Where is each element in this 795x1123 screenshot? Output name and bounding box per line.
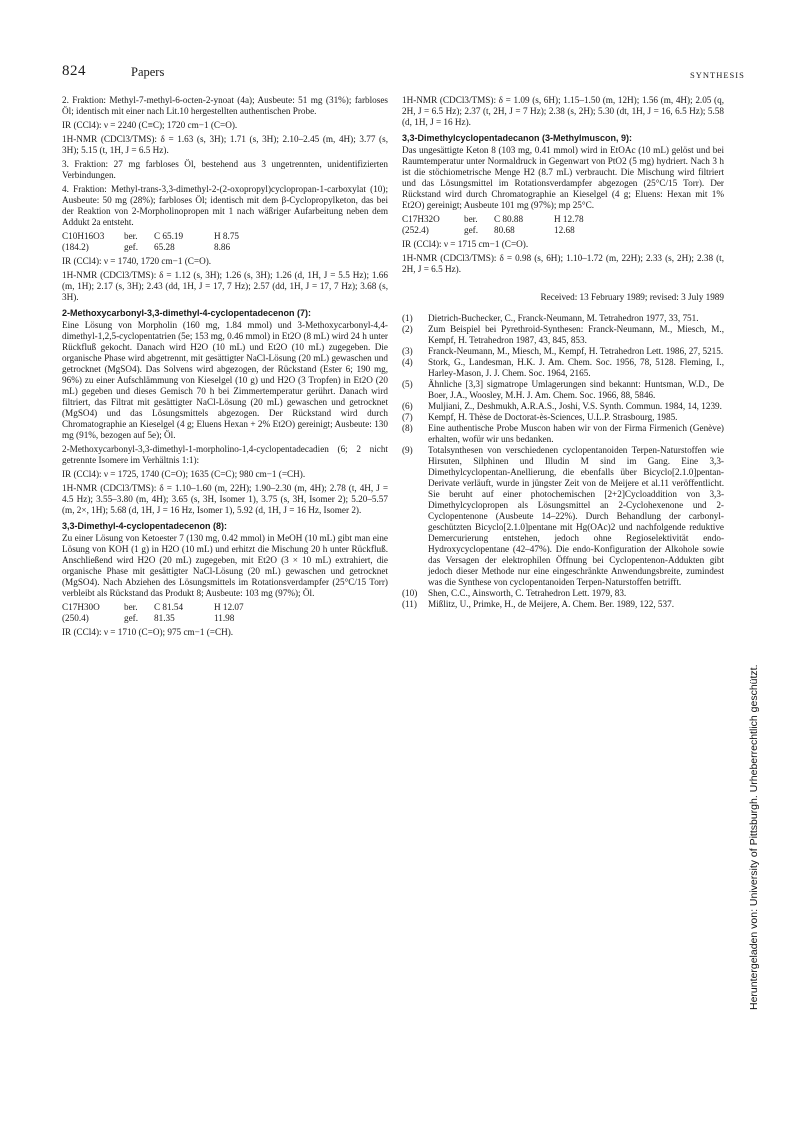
reference-number: (1) bbox=[402, 313, 413, 323]
reference-item bbox=[402, 423, 724, 445]
reference-text: Totalsynthesen von verschiedenen cyclopentanoiden Terpen-Naturstoffen wie Hirsuten, Silphinen und Illudin M sind im Gang. Eine 3,3-Dimethylcyclopentan-Anellierung, die ebenfalls über Bicyclo[2.1.0]pentan-Derivate verläuft, wurde in jüngster Zeit von de Meijere et al.11 veröffentlicht. Sie beruht auf einer photochemischen [2+2]Cycloaddition von 3,3-Dimethylcyclopropen als Lösungsmittel an 2-Cyclohexenone und 2-Cyclopentenone (Ausbeute 14–22%). Durch Behandlung der carbonyl-geschützten Bicyclo[2.1.0]pentane mit Hg(OAc)2 und nachfolgende reduktive Demercurierung entstehen, jedoch ohne Regioselektivität endo-Hydroxycyclopentane (42–47%). Die endo-Konfiguration der Alkohole sowie das Versagen der elektrophilen Öffnung bei Cyclopentenon-Addukten gibt jedoch dieser Methode nur eine eingeschränkte Anwendungsbreite, zumindest was die Synthese von cyclopentanoiden Terpen-Naturstoffen betrifft. bbox=[428, 445, 724, 587]
body-paragraph: 2-Methoxycarbonyl-3,3-dimethyl-1-morpholino-1,4-cyclopentadecadien (6; 2 nicht getrennte Isomere im Verhältnis 1:1): bbox=[62, 444, 388, 465]
body-paragraph: Eine Lösung von Morpholin (160 mg, 1.84 mmol) und 3-Methoxycarbonyl-4,4-dimethyl-1,2,5-cyclopentatrien (5e; 153 mg, 0.46 mmol) in Et2O (8 mL) wird 24 h unter Rückfluß gekocht. Danach wird H2O (10 mL) und Et2O (10 mL) zugegeben. Die organische Phase wird abgetrennt, mit gesättigter NaCl-Lösung (20 mL) gewaschen und getrocknet (MgSO4). Das Solvens wird abgezogen, der Rückstand (Ester 6; 190 mg, 96%) zu einer Aufschlämmung von Kieselgel (10 g) und H2O (3 Tropfen) in Et2O (20 mL) gegeben und dieses Gemisch 70 h bei Zimmertemperatur gerührt. Danach wird filtriert, das Filtrat mit gesättigter NaCl-Lösung (20 mL) gewaschen und getrocknet (MgSO4) und das Lösungsmittels abgezogen. Der Rückstand wird durch Chromatographie an Kieselgel (4 g; Eluens Hexan + 2% Et2O) gereinigt; Ausbeute: 130 mg (91%, bezogen auf 5e); Öl. bbox=[62, 320, 388, 440]
reference-number: (11) bbox=[402, 599, 417, 609]
analysis-cell: C 81.54 bbox=[154, 602, 184, 612]
reference-item bbox=[402, 599, 724, 610]
analysis-cell: 65.28 bbox=[154, 242, 175, 252]
section-heading: 2-Methoxycarbonyl-3,3-dimethyl-4-cyclopentadecenon (7): bbox=[62, 308, 312, 318]
reference-text: Stork, G., Landesman, H.K. J. Am. Chem. Soc. 1956, 78, 5128. Fleming, I., Harley-Mason, J. J. Chem. Soc. 1964, 2165. bbox=[428, 357, 724, 378]
reference-number: (7) bbox=[402, 412, 413, 422]
analysis-cell: H 12.07 bbox=[214, 602, 244, 612]
analysis-cell: (184.2) bbox=[62, 242, 89, 252]
right-column-body bbox=[402, 95, 724, 275]
body-paragraph: Zu einer Lösung von Ketoester 7 (130 mg, 0.42 mmol) in MeOH (10 mL) gibt man eine Lösung von KOH (1 g) in H2O (10 mL) und erhitzt die Mischung 20 h unter Rückfluß. Anschließend wird H2O (20 mL) zugegeben, mit Et2O (3 × 10 mL) extrahiert, die organische Phase mit gesättigter NaCl-Lösung (20 mL) gewaschen und getrocknet (MgSO4). Nach Abziehen des Lösungsmittels im Rotationsverdampfer (25°C/15 Torr) verbleibt als Rückstand das Produkt 8; Ausbeute: 103 mg (97%); Öl. bbox=[62, 533, 388, 598]
analysis-cell: C 80.88 bbox=[494, 214, 524, 224]
elemental-analysis bbox=[62, 602, 388, 624]
elemental-analysis bbox=[62, 231, 388, 253]
reference-item bbox=[402, 379, 724, 401]
received-date: Received: 13 February 1989; revised: 3 July 1989 bbox=[540, 292, 724, 302]
reference-text: Dietrich-Buchecker, C., Franck-Neumann, M. Tetrahedron 1977, 33, 751. bbox=[428, 313, 699, 323]
analysis-cell: 11.98 bbox=[214, 613, 235, 623]
reference-number: (8) bbox=[402, 423, 413, 433]
elemental-analysis bbox=[402, 214, 724, 236]
reference-text: Muljiani, Z., Deshmukh, A.R.A.S., Joshi, V.S. Synth. Commun. 1984, 14, 1239. bbox=[428, 401, 722, 411]
analysis-cell: 12.68 bbox=[554, 225, 575, 235]
body-paragraph: 2. Fraktion: Methyl-7-methyl-6-octen-2-ynoat (4a); Ausbeute: 51 mg (31%); farbloses Öl; identisch mit einer nach Lit.10 hergestellten authentischen Probe. bbox=[62, 95, 388, 116]
reference-list bbox=[402, 313, 724, 610]
reference-item bbox=[402, 346, 724, 357]
section-heading: 3,3-Dimethyl-4-cyclopentadecenon (8): bbox=[62, 521, 228, 531]
journal-name: SYNTHESIS bbox=[690, 70, 745, 80]
analysis-cell: H 8.75 bbox=[214, 231, 240, 241]
analysis-cell: C10H16O3 bbox=[62, 231, 105, 241]
download-watermark: Heruntergeladen von: University of Pittsburgh. Urheberrechtlich geschützt. bbox=[748, 664, 760, 1010]
reference-text: Eine authentische Probe Muscon haben wir von der Firma Firmenich (Genève) erhalten, wofür wir uns bedanken. bbox=[428, 423, 724, 444]
body-paragraph: Das ungesättigte Keton 8 (103 mg, 0.41 mmol) wird in EtOAc (10 mL) gelöst und bei Raumtemperatur unter Normaldruck in Gegenwart von PtO2 (5 mg) hydriert. Nach 3 h ist die stöchiometrische Menge H2 (8.7 mL) verbraucht. Die Mischung wird filtriert und das Lösungsmittel im Rotationsverdampfer abgezogen (25°C/15 Torr). Der Rückstand wird durch Chromatographie an Kieselgel (4 g; Eluens: Hexan mit 1% Et2O) gereinigt; Ausbeute 101 mg (97%); mp 25°C. bbox=[402, 145, 724, 210]
body-paragraph: 1H-NMR (CDCl3/TMS): δ = 1.63 (s, 3H); 1.71 (s, 3H); 2.10–2.45 (m, 4H); 3.77 (s, 3H); 5.15 (t, 1H, J = 6.5 Hz). bbox=[62, 134, 388, 155]
analysis-cell: 80.68 bbox=[494, 225, 515, 235]
body-paragraph: IR (CCl4): ν = 1715 cm−1 (C=O). bbox=[402, 239, 529, 249]
left-column bbox=[62, 95, 388, 641]
section-label: Papers bbox=[131, 65, 165, 79]
analysis-cell: (250.4) bbox=[62, 613, 89, 623]
body-paragraph: IR (CCl4): ν = 2240 (C≡C); 1720 cm−1 (C=O). bbox=[62, 120, 238, 130]
reference-text: Ähnliche [3,3] sigmatrope Umlagerungen sind bekannt: Huntsman, W.D., De Boer, J.A., Woosley, M.H. J. Am. Chem. Soc. 1966, 88, 5846. bbox=[428, 379, 724, 400]
reference-number: (2) bbox=[402, 324, 413, 334]
body-paragraph: IR (CCl4): ν = 1725, 1740 (C=O); 1635 (C=C); 980 cm−1 (=CH). bbox=[62, 469, 306, 479]
reference-text: Shen, C.C., Ainsworth, C. Tetrahedron Lett. 1979, 83. bbox=[428, 588, 627, 598]
analysis-cell: 81.35 bbox=[154, 613, 175, 623]
body-paragraph: 1H-NMR (CDCl3/TMS): δ = 1.10–1.60 (m, 22H); 1.90–2.30 (m, 4H); 2.78 (t, 4H, J = 4.5 Hz); 3.55–3.80 (m, 4H); 3.65 (s, 3H, Isomer 1), 3.75 (s, 3H, Isomer 2); 5.20–5.57 (m, 2×, 1H); 5.68 (d, 1H, J = 16 Hz, Isomer 1), 5.92 (d, 1H, J = 16 Hz, Isomer 2). bbox=[62, 483, 388, 515]
analysis-cell: H 12.78 bbox=[554, 214, 584, 224]
reference-number: (10) bbox=[402, 588, 418, 598]
analysis-cell: ber. bbox=[124, 602, 138, 612]
body-paragraph: 1H-NMR (CDCl3/TMS): δ = 1.09 (s, 6H); 1.15–1.50 (m, 12H); 1.56 (m, 4H); 2.05 (q, 2H, J = 6.5 Hz); 2.37 (t, 2H, J = 7 Hz); 2.38 (s, 2H); 5.30 (dt, 1H, J = 16, 6.5 Hz); 5.58 (d, 1H, J = 16 Hz). bbox=[402, 95, 724, 127]
analysis-cell: C17H32O bbox=[402, 214, 440, 224]
analysis-cell: gef. bbox=[124, 613, 139, 623]
reference-text: Kempf, H. Thèse de Doctorat-ès-Sciences, U.L.P. Strasbourg, 1985. bbox=[428, 412, 678, 422]
reference-number: (9) bbox=[402, 445, 413, 455]
reference-number: (3) bbox=[402, 346, 413, 356]
analysis-cell: gef. bbox=[464, 225, 479, 235]
reference-item bbox=[402, 313, 724, 324]
reference-text: Mißlitz, U., Primke, H., de Meijere, A. Chem. Ber. 1989, 122, 537. bbox=[428, 599, 674, 609]
reference-item bbox=[402, 324, 724, 346]
section-heading: 3,3-Dimethylcyclopentadecanon (3-Methylmuscon, 9): bbox=[402, 133, 633, 143]
reference-item bbox=[402, 445, 724, 588]
analysis-cell: ber. bbox=[464, 214, 478, 224]
reference-item bbox=[402, 588, 724, 599]
right-column bbox=[402, 95, 724, 610]
body-paragraph: IR (CCl4): ν = 1710 (C=O); 975 cm−1 (=CH). bbox=[62, 627, 234, 637]
analysis-cell: C17H30O bbox=[62, 602, 100, 612]
analysis-cell: C 65.19 bbox=[154, 231, 184, 241]
reference-text: Zum Beispiel bei Pyrethroid-Synthesen: Franck-Neumann, M., Miesch, M., Kempf, H. Tetrahedron 1987, 43, 845, 853. bbox=[428, 324, 724, 345]
analysis-cell: gef. bbox=[124, 242, 139, 252]
body-paragraph: IR (CCl4): ν = 1740, 1720 cm−1 (C=O). bbox=[62, 256, 212, 266]
reference-text: Franck-Neumann, M., Miesch, M., Kempf, H. Tetrahedron Lett. 1986, 27, 5215. bbox=[428, 346, 724, 356]
body-paragraph: 3. Fraktion: 27 mg farbloses Öl, bestehend aus 3 ungetrennten, unidentifizierten Verbindungen. bbox=[62, 159, 388, 180]
reference-item bbox=[402, 357, 724, 379]
analysis-cell: (252.4) bbox=[402, 225, 429, 235]
body-paragraph: 4. Fraktion: Methyl-trans-3,3-dimethyl-2-(2-oxopropyl)cyclopropan-1-carboxylat (10); Ausbeute: 50 mg (28%); farbloses Öl; identisch mit dem β-Cyclopropylketon, das bei der Reaktion von 2-Morpholinopropen mit 1 nach wäßriger Aufarbeitung neben dem Addukt 2a entsteht. bbox=[62, 184, 388, 227]
analysis-cell: ber. bbox=[124, 231, 138, 241]
reference-number: (6) bbox=[402, 401, 413, 411]
body-paragraph: 1H-NMR (CDCl3/TMS): δ = 1.12 (s, 3H); 1.26 (s, 3H); 1.26 (d, 1H, J = 5.5 Hz); 1.66 (m, 1H); 2.17 (s, 3H); 2.43 (dd, 1H, J = 17, 7 Hz); 2.57 (dd, 1H, J = 17, 7 Hz); 3.68 (s, 3H). bbox=[62, 270, 388, 302]
reference-number: (4) bbox=[402, 357, 413, 367]
reference-number: (5) bbox=[402, 379, 413, 389]
page-number: 824 bbox=[62, 63, 86, 79]
body-paragraph: 1H-NMR (CDCl3/TMS): δ = 0.98 (s, 6H); 1.10–1.72 (m, 22H); 2.33 (s, 2H); 2.38 (t, 2H, J = 6.5 Hz). bbox=[402, 253, 724, 274]
reference-item bbox=[402, 412, 724, 423]
analysis-cell: 8.86 bbox=[214, 242, 231, 252]
reference-item bbox=[402, 401, 724, 412]
